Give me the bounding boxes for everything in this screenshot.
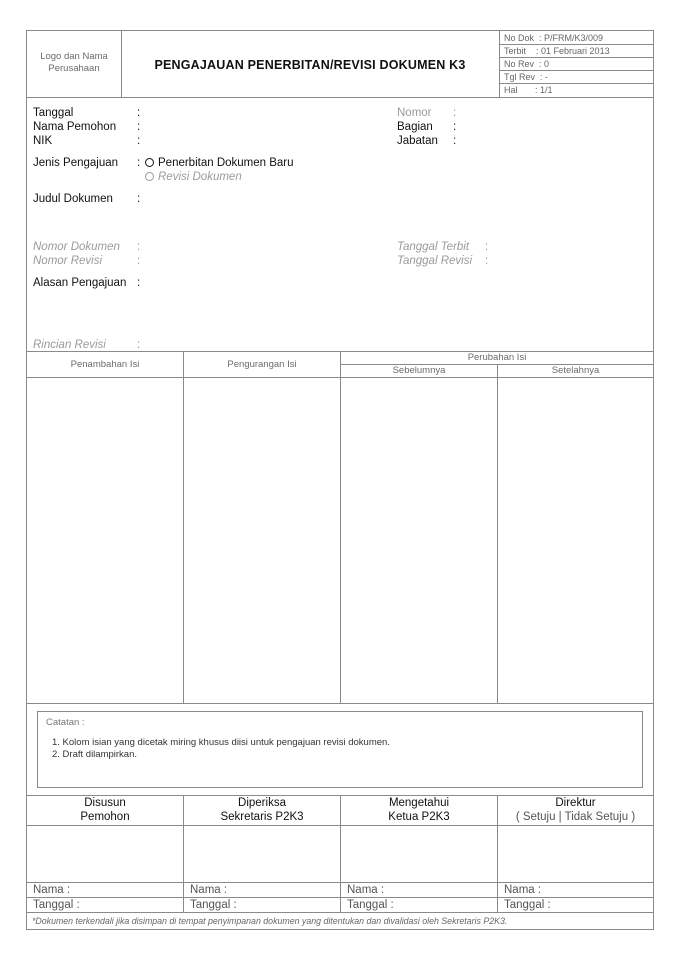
label-nomor: Nomor [397, 107, 432, 119]
meta-no-rev: No Rev : 0 [504, 59, 550, 69]
note-item: 1. Kolom isian yang dicetak miring khusus diisi untuk pengajuan revisi dokumen. [52, 737, 390, 748]
input-tanggal-revisi[interactable]: : [485, 255, 489, 267]
sig-tanggal-field[interactable]: Tanggal : [504, 899, 551, 911]
col-setelahnya: Setelahnya [551, 365, 600, 376]
label-bagian: Bagian [397, 121, 433, 133]
sig-tanggal-field[interactable]: Tanggal : [347, 899, 394, 911]
form-title: PENGAJAUAN PENERBITAN/REVISI DOKUMEN K3 [154, 58, 466, 72]
label-nik: NIK [33, 135, 53, 147]
radio-circle-icon[interactable] [145, 158, 154, 167]
input-alasan-pengajuan[interactable]: : [137, 277, 141, 289]
sig-diperiksa-role: Sekretaris P2K3 [220, 811, 304, 823]
option-penerbitan-baru[interactable]: Penerbitan Dokumen Baru [145, 156, 294, 170]
input-bagian[interactable]: : [453, 121, 457, 133]
sig-tanggal-field[interactable]: Tanggal : [190, 899, 237, 911]
meta-no-dok: No Dok : P/FRM/K3/009 [504, 33, 604, 43]
input-nomor-revisi[interactable]: : [137, 255, 141, 267]
label-tanggal-revisi: Tanggal Revisi [397, 255, 473, 267]
signature-area-pemohon[interactable] [27, 826, 183, 882]
label-alasan-pengajuan: Alasan Pengajuan [33, 277, 127, 289]
sig-nama-field[interactable]: Nama : [190, 884, 228, 896]
meta-tgl-rev: Tgl Rev : - [504, 72, 549, 82]
input-nik[interactable]: : [137, 135, 141, 147]
col-perubahan-isi: Perubahan Isi [467, 352, 527, 363]
document-meta [500, 31, 654, 97]
cell-setelahnya[interactable] [498, 378, 653, 703]
sig-mengetahui-title: Mengetahui [388, 797, 450, 809]
input-judul-dokumen[interactable]: : [137, 193, 141, 205]
note-item: 2. Draft dilampirkan. [52, 749, 138, 760]
cell-penambahan-isi[interactable] [27, 378, 183, 703]
sig-diperiksa-title: Diperiksa [238, 797, 286, 809]
input-nomor-dokumen[interactable]: : [137, 241, 141, 253]
label-tanggal: Tanggal [33, 107, 74, 119]
label-judul-dokumen: Judul Dokumen [33, 193, 113, 205]
logo-placeholder: Logo dan Nama Perusahaan [40, 51, 108, 74]
signature-area-sekretaris[interactable] [184, 826, 340, 882]
rincian-colon: : [137, 339, 141, 351]
col-penambahan-isi: Penambahan Isi [70, 359, 140, 370]
sig-nama-field[interactable]: Nama : [33, 884, 71, 896]
form-sheet [26, 30, 654, 930]
sig-nama-field[interactable]: Nama : [504, 884, 542, 896]
signature-area-ketua[interactable] [341, 826, 497, 882]
sig-tanggal-field[interactable]: Tanggal : [33, 899, 80, 911]
notes-title: Catatan : [46, 717, 85, 728]
sig-mengetahui-role: Ketua P2K3 [388, 811, 450, 823]
input-jabatan[interactable]: : [453, 135, 457, 147]
label-nomor-revisi: Nomor Revisi [33, 255, 103, 267]
radio-circle-icon[interactable] [145, 172, 154, 181]
label-jabatan: Jabatan [397, 135, 438, 147]
col-sebelumnya: Sebelumnya [392, 365, 446, 376]
label-jenis-pengajuan: Jenis Pengajuan [33, 157, 119, 169]
sig-disusun-title: Disusun [84, 797, 126, 809]
input-nomor[interactable]: : [453, 107, 457, 119]
footnote: *Dokumen terkendali jika disimpan di tempat penyimpanan dokumen yang ditentukan dan divalidasi oleh Sekretaris P2K3. [32, 916, 508, 926]
sig-nama-field[interactable]: Nama : [347, 884, 385, 896]
sig-direktur-title: Direktur [555, 797, 596, 809]
col-pengurangan-isi: Pengurangan Isi [227, 359, 297, 370]
input-nama-pemohon[interactable]: : [137, 121, 141, 133]
notes-box [37, 711, 643, 788]
signature-area-direktur[interactable] [498, 826, 653, 882]
option-revisi-dokumen[interactable]: Revisi Dokumen [145, 170, 242, 184]
meta-terbit: Terbit : 01 Februari 2013 [504, 46, 610, 56]
label-nomor-dokumen: Nomor Dokumen [33, 241, 120, 253]
sig-disusun-role: Pemohon [80, 811, 130, 823]
cell-pengurangan-isi[interactable] [184, 378, 340, 703]
cell-sebelumnya[interactable] [341, 378, 497, 703]
jenis-colon: : [137, 157, 141, 169]
meta-hal: Hal : 1/1 [504, 85, 553, 95]
input-tanggal[interactable]: : [137, 107, 141, 119]
label-rincian-revisi: Rincian Revisi [33, 339, 106, 351]
sig-direktur-options[interactable]: ( Setuju | Tidak Setuju ) [515, 811, 636, 823]
input-tanggal-terbit[interactable]: : [485, 241, 489, 253]
label-tanggal-terbit: Tanggal Terbit [397, 241, 470, 253]
label-nama-pemohon: Nama Pemohon [33, 121, 117, 133]
